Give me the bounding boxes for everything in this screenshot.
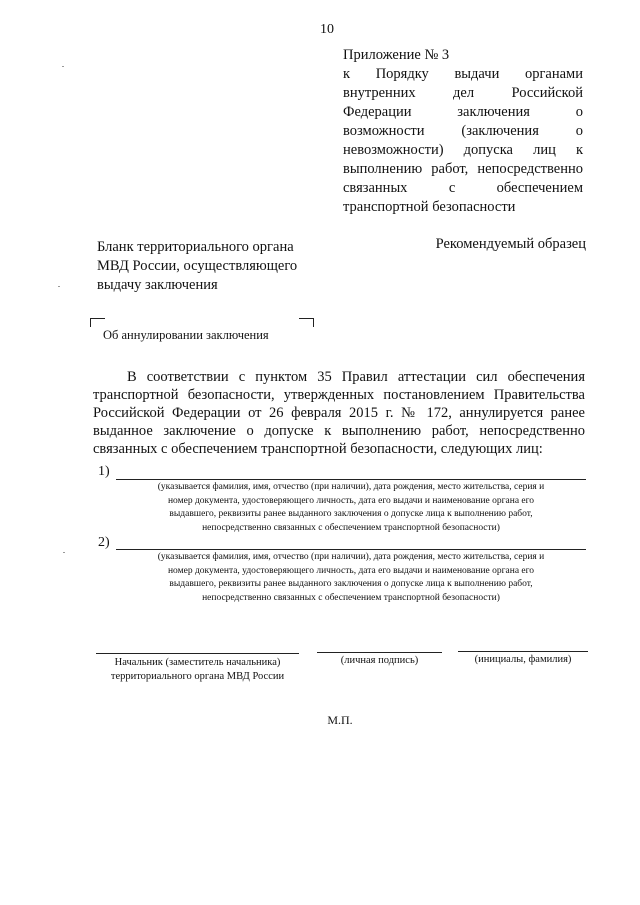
position-caption <box>90 656 305 684</box>
entry-1-note-line: номер документа, удостоверяющего личность, дата его выдачи и наименование органа его <box>167 495 535 506</box>
scan-speck <box>58 286 60 287</box>
entry-2-note <box>114 551 588 605</box>
issuer-line-1: Бланк территориального органа <box>97 239 294 255</box>
entry-2-note-line: непосредственно связанных с обеспечением транспортной безопасности) <box>202 592 500 603</box>
issuer-line-2: МВД России, осуществляющего <box>97 258 298 274</box>
main-paragraph: В соответствии с пунктом 35 Правил аттестации сил обеспечения транспортной безопасности, утвержденных постановлением Правительства Российской Федерации от 26 февраля 2015 г. № 172, аннулируется ранее выданное заключение о допуске к выполнению работ, непосредственно связанных с обеспечением транспортной безопасности, следующих лиц: <box>93 369 585 457</box>
entry-2-note-line: номер документа, удостоверяющего личность, дата его выдачи и наименование органа его <box>167 565 535 576</box>
entry-2-note-line: выдавшего, реквизиты ранее выданного заключения о допуске лица к выполнению работ, <box>169 579 533 589</box>
appendix-heading <box>343 46 583 217</box>
entry-2-number: 2) <box>98 535 110 550</box>
initials-line <box>458 651 588 652</box>
entry-1-note-line: непосредственно связанных с обеспечением транспортной безопасности) <box>202 522 500 533</box>
position-caption-line-2: территориального органа МВД России <box>110 671 285 682</box>
subject-bracket-left <box>90 318 105 327</box>
entry-1-number: 1) <box>98 464 110 479</box>
appendix-text: к Порядку выдачи органами внутренних дел Российской Федерации заключения о возможности (заключения о невозможности) допуска лиц к выполнению работ, непосредственно связанных с обеспечением транспортной безопасности <box>343 66 583 215</box>
scan-speck <box>62 66 64 67</box>
entry-1-note-line: (указывается фамилия, имя, отчество (при наличии), дата рождения, место жительства, серия и <box>157 482 545 492</box>
position-line <box>96 653 299 654</box>
scan-speck <box>63 552 65 553</box>
entry-1-note <box>114 481 588 535</box>
entry-1-fill-line <box>116 479 586 480</box>
entry-2-fill-line <box>116 549 586 550</box>
entry-2-note-line: (указывается фамилия, имя, отчество (при наличии), дата рождения, место жительства, серия и <box>157 552 545 562</box>
subject-line: Об аннулировании заключения <box>103 328 269 342</box>
initials-caption: (инициалы, фамилия) <box>474 654 572 665</box>
appendix-title: Приложение № 3 <box>343 47 450 63</box>
entry-1-note-line: выдавшего, реквизиты ранее выданного заключения о допуске лица к выполнению работ, <box>169 509 533 519</box>
recommended-sample-label: Рекомендуемый образец <box>435 236 586 252</box>
signature-line <box>317 652 442 653</box>
position-caption-line-1: Начальник (заместитель начальника) <box>114 657 281 668</box>
issuer-line-3: выдачу заключения <box>97 277 218 293</box>
signature-caption: (личная подпись) <box>340 655 419 666</box>
issuer-block <box>97 238 327 295</box>
subject-bracket-right <box>299 318 314 327</box>
stamp-place: М.П. <box>327 713 353 727</box>
page-number: 10 <box>320 22 334 37</box>
